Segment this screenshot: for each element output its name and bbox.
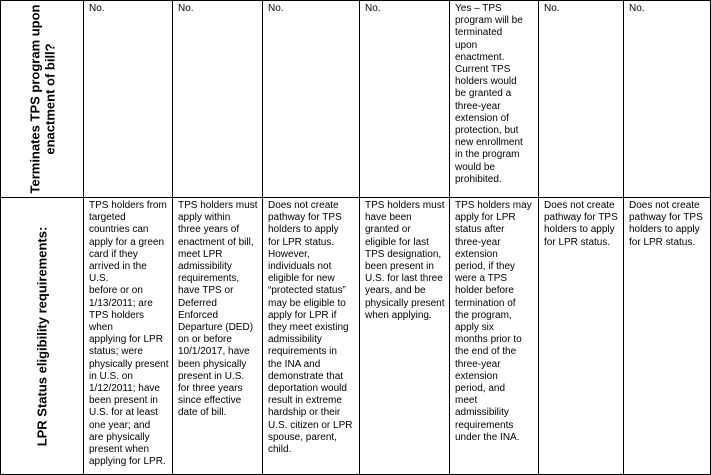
table-cell: Does not create pathway for TPS holders to apply for LPR status. However, individuals not eligible for new “protected status” may be eligible to apply for LPR if they meet existing admissibility requirements in the INA and demonstrate that deportation would result in extreme hardship or their U.S. citizen or LPR spouse, parent, child. [263, 198, 360, 475]
table-cell: Yes – TPS program will be terminated upon enactment. Current TPS holders would be granted a three-year extension of protection, but new enrollment in the program would be prohibited. [450, 1, 539, 198]
table-row-lpr-eligibility [1, 198, 711, 475]
table-cell: No. [539, 1, 624, 198]
table-cell: TPS holders may apply for LPR status after three-year extension period, if they were a TPS holder before termination of the program, apply six months prior to the end of the three-year extension period, and meet admissibility requirements under the INA. [450, 198, 539, 475]
row-heading-terminates-tps: Terminates TPS program upon enactment of bill? [27, 4, 58, 194]
table-cell: Does not create pathway for TPS holders to apply for LPR status. [624, 198, 711, 475]
table-cell: Does not create pathway for TPS holders to apply for LPR status. [539, 198, 624, 475]
row-heading-lpr-eligibility: LPR Status eligibility requirements: [34, 226, 50, 446]
table-cell: TPS holders from targeted countries can apply for a green card if they arrived in the U.S. before or on 1/13/2011; are TPS holders when applying for LPR status; were physically present in U.S. on 1/12/2011; have been present in U.S. for at least one year; and are physically present when applying for LPR. [84, 198, 173, 475]
table-row-terminates-tps [1, 1, 711, 198]
table-cell: No. [624, 1, 711, 198]
table-cell: No. [263, 1, 360, 198]
table-cell: TPS holders must have been granted or eligible for last TPS designation, been present in U.S. for last three years, and be physically present when applying. [360, 198, 450, 475]
table-cell: No. [84, 1, 173, 198]
table-cell: No. [173, 1, 263, 198]
row-heading-cell [1, 1, 84, 198]
row-heading-cell [1, 198, 84, 475]
table-cell: No. [360, 1, 450, 198]
table-cell: TPS holders must apply within three years of enactment of bill, meet LPR admissibility requirements, have TPS or Deferred Enforced Departure (DED) on or before 10/1/2017, have been physically present in U.S. for three years since effective date of bill. [173, 198, 263, 475]
